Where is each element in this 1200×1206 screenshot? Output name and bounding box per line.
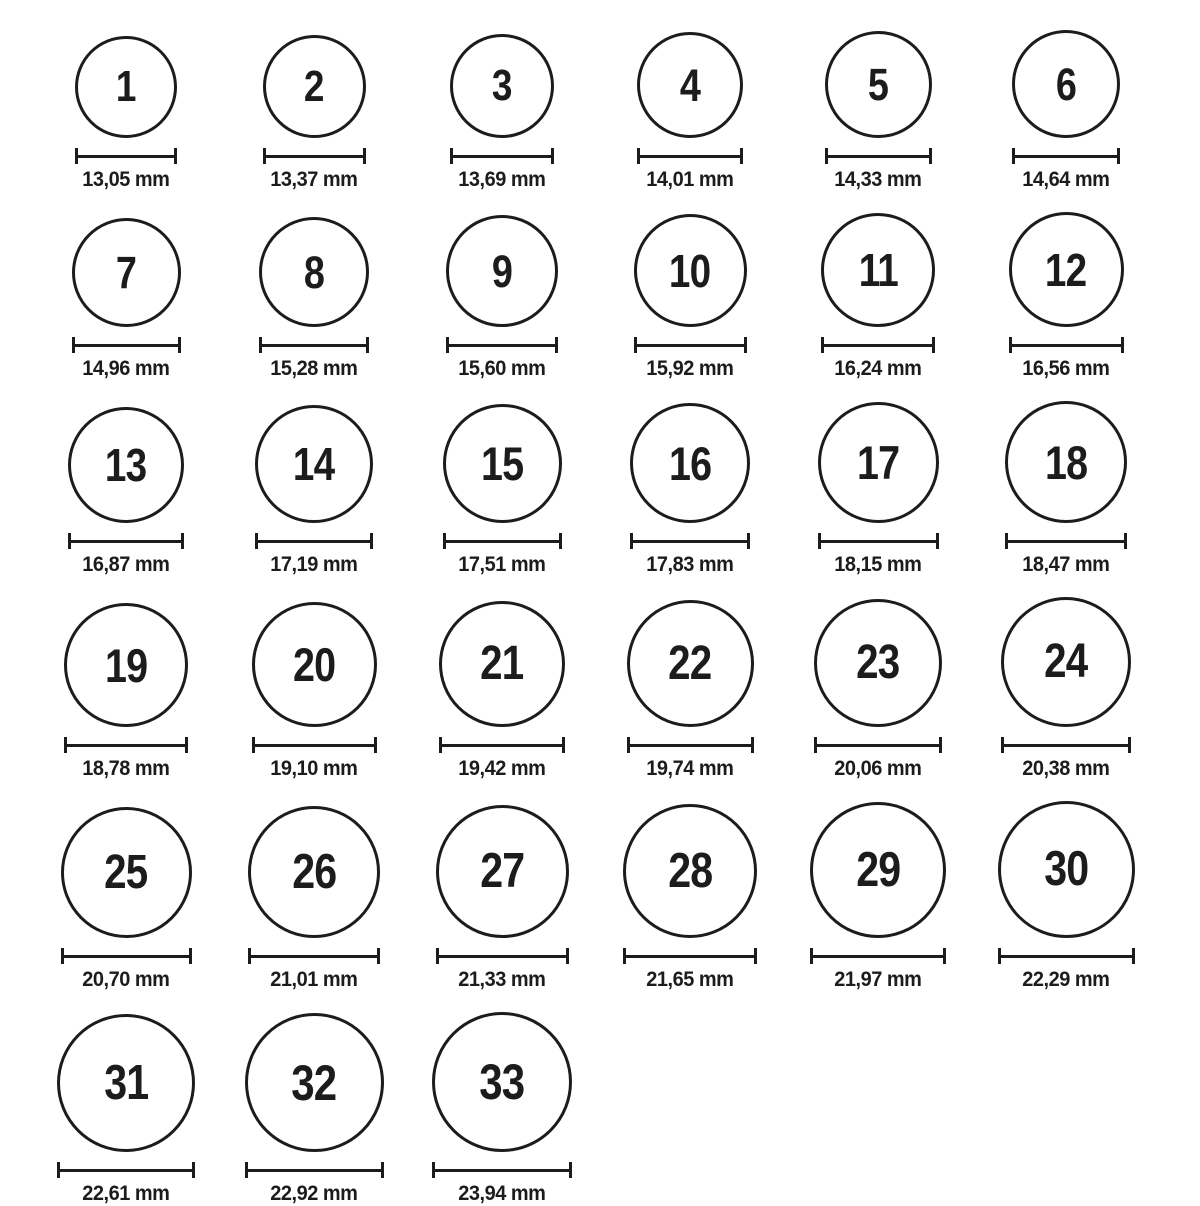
- ring-row: [32, 801, 1200, 992]
- ring-circle: [818, 402, 939, 523]
- diameter-label: 21,97 mm: [834, 968, 922, 991]
- ring-size-number: 5: [867, 59, 889, 110]
- ring-size-cell: [784, 213, 972, 381]
- diameter-label: 13,05 mm: [82, 168, 170, 191]
- measure-bar: [637, 344, 744, 347]
- ring-size-number: 24: [1044, 635, 1088, 688]
- measure-bar: [60, 1169, 192, 1172]
- measure-bar: [64, 955, 189, 958]
- measure-tick-right-icon: [185, 737, 188, 753]
- diameter-label: 20,38 mm: [1022, 757, 1110, 780]
- ring-size-cell: [408, 34, 596, 192]
- measure-bar: [71, 540, 181, 543]
- measure-tick-right-icon: [181, 533, 184, 549]
- ring-circle: [443, 404, 562, 523]
- diameter-label: 19,42 mm: [458, 757, 546, 780]
- diameter-measure-line: [75, 148, 177, 164]
- ring-size-number: 27: [479, 844, 525, 898]
- diameter-label: 14,96 mm: [82, 357, 170, 380]
- diameter-label: 16,24 mm: [834, 357, 922, 380]
- measure-bar: [435, 1169, 569, 1172]
- ring-size-number: 26: [291, 844, 337, 899]
- ring-size-cell: [32, 407, 220, 577]
- measure-bar: [446, 540, 559, 543]
- ring-size-cell: [972, 212, 1160, 381]
- diameter-measure-line: [998, 948, 1135, 964]
- ring-size-cell: [596, 403, 784, 577]
- ring-size-cell: [220, 1013, 408, 1206]
- ring-size-cell: [408, 215, 596, 381]
- measure-bar: [813, 955, 943, 958]
- measure-tick-right-icon: [381, 1162, 384, 1178]
- ring-size-number: 22: [668, 636, 712, 690]
- ring-size-number: 9: [491, 245, 513, 297]
- ring-size-cell: [596, 32, 784, 192]
- diameter-label: 15,60 mm: [458, 357, 546, 380]
- measure-tick-right-icon: [751, 737, 754, 753]
- ring-size-number: 8: [303, 246, 325, 298]
- ring-circle: [998, 801, 1135, 938]
- ring-circle: [623, 804, 757, 938]
- diameter-label: 18,15 mm: [834, 553, 922, 576]
- measure-tick-right-icon: [932, 337, 935, 353]
- ring-circle: [245, 1013, 384, 1152]
- ring-circle: [263, 35, 366, 138]
- ring-size-number: 17: [856, 436, 900, 489]
- ring-size-number: 21: [480, 637, 524, 690]
- ring-size-number: 32: [291, 1054, 337, 1111]
- ring-circle: [637, 32, 743, 138]
- diameter-measure-line: [61, 948, 192, 964]
- measure-tick-right-icon: [1132, 948, 1135, 964]
- measure-tick-right-icon: [1128, 737, 1131, 753]
- diameter-measure-line: [1001, 737, 1131, 753]
- ring-circle: [259, 217, 369, 327]
- ring-size-number: 30: [1043, 842, 1089, 896]
- diameter-label: 15,92 mm: [646, 357, 734, 380]
- ring-size-number: 6: [1055, 58, 1077, 110]
- diameter-measure-line: [57, 1162, 195, 1178]
- diameter-measure-line: [623, 948, 757, 964]
- ring-size-cell: [784, 599, 972, 781]
- diameter-label: 16,87 mm: [82, 553, 170, 576]
- ring-size-cell: [972, 401, 1160, 577]
- measure-tick-right-icon: [559, 533, 562, 549]
- ring-row: [32, 1012, 1200, 1206]
- ring-size-cell: [220, 806, 408, 992]
- measure-tick-right-icon: [943, 948, 946, 964]
- diameter-measure-line: [810, 948, 946, 964]
- measure-bar: [828, 155, 929, 158]
- ring-row: [32, 212, 1200, 381]
- measure-bar: [262, 344, 366, 347]
- ring-row: [32, 30, 1200, 192]
- diameter-measure-line: [259, 337, 369, 353]
- measure-bar: [626, 955, 754, 958]
- diameter-label: 18,47 mm: [1022, 553, 1110, 576]
- diameter-label: 21,33 mm: [458, 968, 546, 991]
- measure-bar: [75, 344, 178, 347]
- ring-size-number: 23: [856, 636, 900, 689]
- ring-circle: [75, 36, 177, 138]
- diameter-label: 20,06 mm: [834, 757, 922, 780]
- measure-bar: [817, 744, 939, 747]
- ring-size-cell: [32, 36, 220, 192]
- ring-circle: [252, 602, 377, 727]
- ring-size-number: 2: [304, 61, 324, 111]
- measure-tick-right-icon: [569, 1162, 572, 1178]
- ring-circle: [630, 403, 750, 523]
- diameter-measure-line: [630, 533, 750, 549]
- ring-size-cell: [784, 402, 972, 577]
- diameter-label: 21,65 mm: [646, 968, 734, 991]
- diameter-measure-line: [443, 533, 562, 549]
- ring-circle: [634, 214, 747, 327]
- measure-bar: [248, 1169, 381, 1172]
- ring-size-cell: [220, 405, 408, 577]
- measure-tick-right-icon: [377, 948, 380, 964]
- ring-circle: [72, 218, 181, 327]
- measure-tick-right-icon: [1121, 337, 1124, 353]
- ring-size-cell: [972, 597, 1160, 781]
- diameter-measure-line: [627, 737, 754, 753]
- ring-circle: [64, 603, 188, 727]
- diameter-measure-line: [439, 737, 565, 753]
- measure-tick-right-icon: [363, 148, 366, 164]
- ring-circle: [821, 213, 935, 327]
- measure-tick-right-icon: [551, 148, 554, 164]
- ring-size-number: 25: [104, 845, 148, 899]
- ring-size-cell: [220, 35, 408, 192]
- ring-circle: [439, 601, 565, 727]
- diameter-label: 21,01 mm: [270, 968, 358, 991]
- ring-size-cell: [220, 217, 408, 381]
- ring-size-cell: [596, 804, 784, 992]
- ring-size-number: 20: [292, 638, 336, 691]
- measure-bar: [821, 540, 936, 543]
- diameter-measure-line: [814, 737, 942, 753]
- ring-circle: [436, 805, 569, 938]
- diameter-measure-line: [248, 948, 380, 964]
- diameter-label: 22,92 mm: [270, 1182, 358, 1205]
- ring-size-number: 31: [103, 1055, 149, 1110]
- ring-size-number: 7: [115, 247, 137, 298]
- diameter-measure-line: [68, 533, 184, 549]
- measure-tick-right-icon: [189, 948, 192, 964]
- ring-size-number: 3: [492, 61, 512, 110]
- measure-tick-right-icon: [178, 337, 181, 353]
- diameter-label: 16,56 mm: [1022, 357, 1110, 380]
- ring-size-cell: [32, 603, 220, 781]
- measure-tick-right-icon: [555, 337, 558, 353]
- measure-tick-right-icon: [174, 148, 177, 164]
- diameter-label: 15,28 mm: [270, 357, 358, 380]
- diameter-label: 20,70 mm: [82, 968, 170, 991]
- measure-tick-right-icon: [929, 148, 932, 164]
- ring-circle: [446, 215, 558, 327]
- diameter-measure-line: [72, 337, 181, 353]
- diameter-label: 19,10 mm: [270, 757, 358, 780]
- ring-size-cell: [220, 602, 408, 781]
- diameter-measure-line: [436, 948, 569, 964]
- measure-tick-right-icon: [936, 533, 939, 549]
- ring-circle: [61, 807, 192, 938]
- diameter-label: 14,33 mm: [834, 168, 922, 191]
- measure-bar: [633, 540, 747, 543]
- ring-size-cell: [596, 600, 784, 781]
- ring-size-cell: [972, 801, 1160, 992]
- measure-tick-right-icon: [562, 737, 565, 753]
- ring-size-number: 12: [1045, 243, 1087, 296]
- measure-bar: [258, 540, 370, 543]
- measure-bar: [442, 744, 562, 747]
- ring-size-cell: [408, 404, 596, 577]
- diameter-measure-line: [432, 1162, 572, 1178]
- ring-circle: [1009, 212, 1124, 327]
- measure-bar: [449, 344, 555, 347]
- measure-tick-right-icon: [740, 148, 743, 164]
- ring-size-number: 33: [479, 1054, 525, 1110]
- measure-tick-right-icon: [744, 337, 747, 353]
- ring-size-cell: [32, 1014, 220, 1206]
- measure-tick-right-icon: [566, 948, 569, 964]
- ring-circle: [1001, 597, 1131, 727]
- ring-circle: [450, 34, 554, 138]
- measure-bar: [1012, 344, 1121, 347]
- ring-size-number: 15: [480, 437, 524, 490]
- measure-bar: [266, 155, 363, 158]
- ring-size-cell: [32, 807, 220, 992]
- ring-size-cell: [784, 802, 972, 992]
- diameter-measure-line: [821, 337, 935, 353]
- measure-bar: [78, 155, 174, 158]
- diameter-measure-line: [825, 148, 932, 164]
- measure-bar: [1001, 955, 1132, 958]
- diameter-label: 17,19 mm: [270, 553, 358, 576]
- ring-size-cell: [596, 214, 784, 381]
- measure-bar: [824, 344, 932, 347]
- ring-size-cell: [408, 1012, 596, 1206]
- measure-tick-right-icon: [366, 337, 369, 353]
- ring-size-cell: [784, 31, 972, 192]
- diameter-label: 18,78 mm: [82, 757, 170, 780]
- diameter-label: 13,69 mm: [458, 168, 546, 191]
- ring-size-number: 19: [104, 638, 148, 692]
- diameter-label: 14,64 mm: [1022, 168, 1110, 191]
- diameter-measure-line: [446, 337, 558, 353]
- measure-bar: [439, 955, 566, 958]
- ring-circle: [1005, 401, 1127, 523]
- diameter-measure-line: [637, 148, 743, 164]
- diameter-measure-line: [450, 148, 554, 164]
- ring-size-number: 18: [1044, 435, 1088, 489]
- ring-circle: [248, 806, 380, 938]
- ring-circle: [432, 1012, 572, 1152]
- diameter-measure-line: [1009, 337, 1124, 353]
- diameter-measure-line: [634, 337, 747, 353]
- diameter-label: 22,61 mm: [82, 1182, 170, 1205]
- ring-size-number: 11: [858, 244, 898, 296]
- diameter-label: 17,83 mm: [646, 553, 734, 576]
- ring-size-number: 29: [855, 842, 901, 897]
- ring-circle: [825, 31, 932, 138]
- ring-size-number: 4: [679, 59, 701, 111]
- ring-circle: [627, 600, 754, 727]
- ring-size-cell: [972, 30, 1160, 192]
- ring-circle: [814, 599, 942, 727]
- ring-row: [32, 401, 1200, 577]
- ring-circle: [810, 802, 946, 938]
- diameter-measure-line: [245, 1162, 384, 1178]
- measure-tick-right-icon: [939, 737, 942, 753]
- diameter-measure-line: [263, 148, 366, 164]
- diameter-label: 23,94 mm: [458, 1182, 546, 1205]
- diameter-label: 22,29 mm: [1022, 968, 1110, 991]
- ring-size-number: 13: [105, 439, 147, 491]
- measure-tick-right-icon: [1124, 533, 1127, 549]
- ring-size-cell: [408, 805, 596, 992]
- measure-tick-right-icon: [747, 533, 750, 549]
- measure-bar: [1008, 540, 1124, 543]
- ring-size-cell: [408, 601, 596, 781]
- diameter-measure-line: [1012, 148, 1120, 164]
- ring-size-cell: [32, 218, 220, 381]
- diameter-measure-line: [64, 737, 188, 753]
- diameter-measure-line: [252, 737, 377, 753]
- measure-tick-right-icon: [1117, 148, 1120, 164]
- measure-bar: [1015, 155, 1117, 158]
- ring-circle: [68, 407, 184, 523]
- measure-bar: [251, 955, 377, 958]
- measure-bar: [453, 155, 551, 158]
- ring-circle: [255, 405, 373, 523]
- ring-circle: [57, 1014, 195, 1152]
- measure-tick-right-icon: [374, 737, 377, 753]
- measure-bar: [1004, 744, 1128, 747]
- measure-bar: [67, 744, 185, 747]
- diameter-label: 14,01 mm: [646, 168, 734, 191]
- ring-size-number: 14: [293, 438, 335, 490]
- diameter-measure-line: [818, 533, 939, 549]
- ring-size-number: 28: [667, 843, 713, 898]
- ring-size-number: 1: [116, 62, 136, 111]
- diameter-measure-line: [255, 533, 373, 549]
- diameter-measure-line: [1005, 533, 1127, 549]
- measure-tick-right-icon: [192, 1162, 195, 1178]
- measure-tick-right-icon: [754, 948, 757, 964]
- ring-row: [32, 597, 1200, 781]
- measure-bar: [640, 155, 740, 158]
- measure-bar: [255, 744, 374, 747]
- ring-size-number: 10: [669, 244, 711, 297]
- ring-circle: [1012, 30, 1120, 138]
- diameter-label: 17,51 mm: [458, 553, 546, 576]
- ring-size-number: 16: [668, 436, 712, 490]
- measure-bar: [630, 744, 751, 747]
- diameter-label: 19,74 mm: [646, 757, 734, 780]
- measure-tick-right-icon: [370, 533, 373, 549]
- diameter-label: 13,37 mm: [270, 168, 358, 191]
